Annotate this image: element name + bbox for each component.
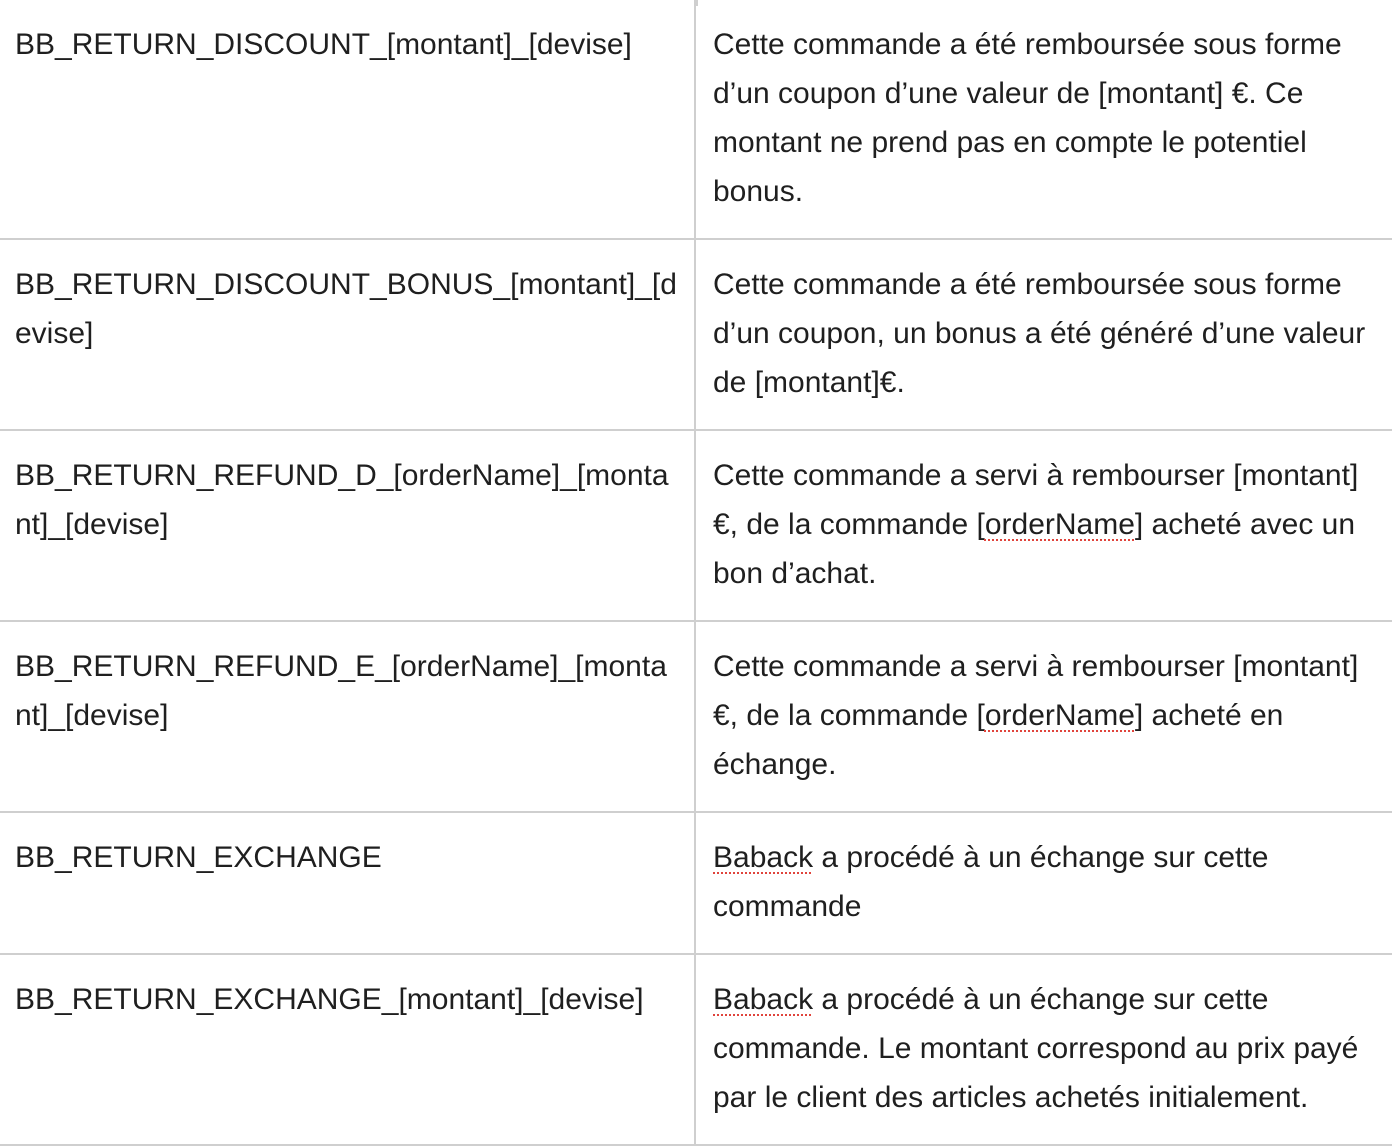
description-text: a procédé à un échange sur cette commande	[713, 841, 1269, 923]
description-text: ] acheté avec un bon d’achat.	[713, 508, 1356, 590]
description-cell	[695, 954, 1392, 1145]
code-cell: BB_RETURN_DISCOUNT_BONUS_[montant]_[devise]	[0, 239, 695, 430]
table-row	[0, 239, 1392, 430]
description-cell	[695, 621, 1392, 812]
table-row	[0, 621, 1392, 812]
description-cell: Cette commande a été remboursée sous forme d’un coupon d’une valeur de [montant] €. Ce montant ne prend pas en compte le potentiel bonus.	[695, 0, 1392, 239]
description-text: Cette commande a servi à rembourser [montant]€, de la commande [	[713, 650, 1359, 732]
table-row	[0, 954, 1392, 1145]
table-row	[0, 430, 1392, 621]
code-cell: BB_RETURN_REFUND_D_[orderName]_[montant]_[devise]	[0, 430, 695, 621]
code-cell: BB_RETURN_EXCHANGE_[montant]_[devise]	[0, 954, 695, 1145]
description-text: Cette commande a servi à rembourser [montant]€, de la commande [	[713, 459, 1359, 541]
description-cell	[695, 812, 1392, 954]
description-text: a procédé à un échange sur cette commande. Le montant correspond au prix payé par le client des articles achetés initialement.	[713, 983, 1359, 1114]
spellcheck-word[interactable]: Baback	[713, 983, 814, 1016]
code-cell: BB_RETURN_DISCOUNT_[montant]_[devise]	[0, 0, 695, 239]
spellcheck-word[interactable]: orderName	[984, 699, 1135, 732]
spellcheck-word[interactable]: orderName	[984, 508, 1135, 541]
spellcheck-word[interactable]: Baback	[713, 841, 814, 874]
description-cell	[695, 430, 1392, 621]
code-cell: BB_RETURN_REFUND_E_[orderName]_[montant]_[devise]	[0, 621, 695, 812]
description-text: ] acheté en échange.	[713, 699, 1284, 781]
code-cell: BB_RETURN_EXCHANGE	[0, 812, 695, 954]
description-cell: Cette commande a été remboursée sous forme d’un coupon, un bonus a été généré d’une valeur de [montant]€.	[695, 239, 1392, 430]
table-row	[0, 812, 1392, 954]
table-row	[0, 0, 1392, 239]
